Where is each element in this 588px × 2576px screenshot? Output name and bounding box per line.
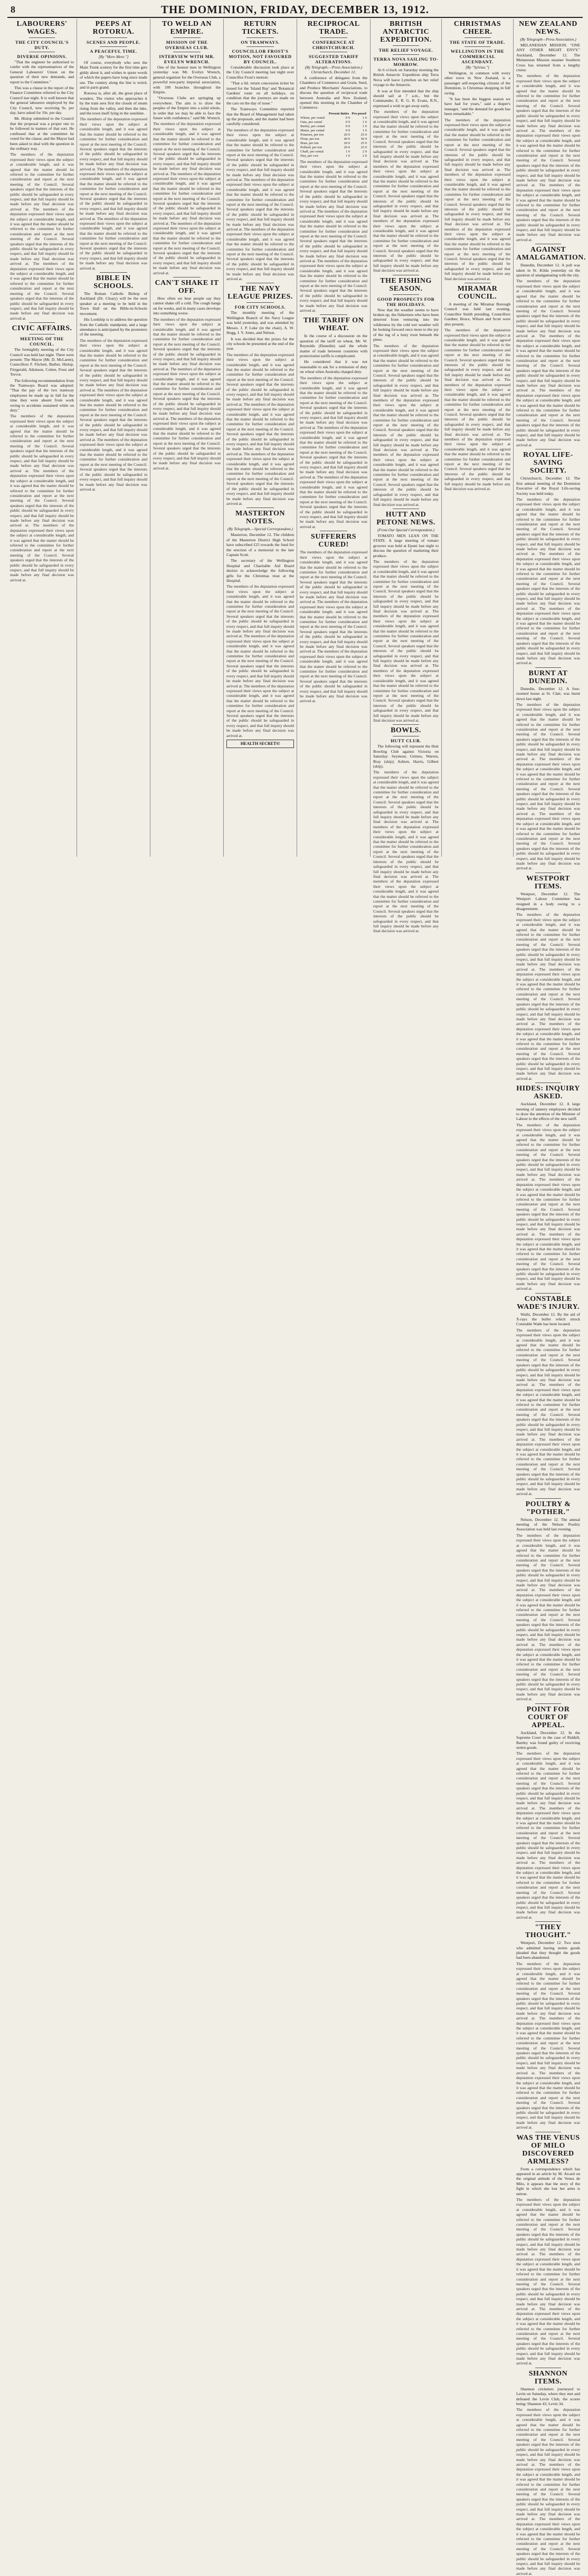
article-paragraph: MELANESIAN MISSION. "ONE ANY OTHER MIGHT ENVY." Auckland, December 12. The Melanesian Mission steamer Southern Cross has returned from a lengthy cruise.: [516, 43, 580, 73]
table-cell: Wheat, per cental: [300, 116, 325, 120]
article-heading: TO WELD AN EMPIRE.: [162, 20, 212, 36]
divider: [320, 314, 347, 315]
divider: [320, 37, 347, 38]
article-paragraph: Considerable discussion took place at the City Council meeting last night over Councillor Frost's motion:: [226, 65, 294, 80]
article: [80, 20, 147, 271]
article: [373, 509, 439, 723]
article-paragraph: One of the busiest men in Wellington yesterday was Mr. Evelyn Wrench, general organiser for the Overseas Club, a powerful non-party imperial association, with 100 branches throughout the Empire.: [153, 65, 221, 95]
article: [226, 507, 294, 738]
article-paragraph: A conference of delegates from the Chambers of Commerce and Grain, Seed, and Produce Merchants' Associations, to discuss the question of reciprocal trade between Australia and New Zealand, opened this morning in the Chamber of Commerce.: [300, 75, 367, 110]
article-subheading: SCENES AND PEOPLE.: [86, 40, 141, 45]
article-heading: CONSTABLE WADE'S INJURY.: [517, 1295, 580, 1311]
article: [516, 449, 580, 665]
body-text-filler: The members of the deputation expressed their views upon the subject at considerable length, and it was agreed that the matter should be referred to the committee for further consideration and report at the next meeting of the Council. Several speakers urged that the interests of the public should be safeguarded in every respect, and that full inquiry should be made before any final decision was arrived at. The members of the deputation expressed their views upon the subject at considerable length, and it was agreed that the matter should be referred to the committee for further consideration and report at the next meeting of the Council. Several speakers urged that the interests of the public should be safeguarded in every respect, and that full inquiry should be made before any final decision was arrived at. The members of the deputation expressed their views upon the subject at considerable length, and it was agreed that the matter should be referred to the committee for further consideration and report at the next meeting of the Council. Several speakers urged that the interests of the public should be safeguarded in every respect, and that full inquiry should be made before any final decision was arrived at.: [516, 1122, 580, 1291]
article-subheading: THE CITY COUNCIL'S DUTY.: [15, 40, 69, 50]
column-3: [150, 19, 224, 857]
body-text-filler: The members of the deputation expressed their views upon the subject at considerable length, and it was agreed that the matter should be referred to the committee for further consideration and report at the next meeting of the Council. Several speakers urged that the interests of the public should be safeguarded in every respect, and that full inquiry should be made before any final decision was arrived at. The members of the deputation expressed their views upon the subject at considerable length, and it was agreed that the matter should be referred to the committee for further consideration and report at the next meeting of the Council. Several speakers urged that the interests of the public should be safeguarded in every respect, and that full inquiry should be made before any final decision was arrived at. The members of the deputation expressed their views upon the subject at considerable length, and it was agreed that the matter should be referred to the committee for further consideration and report at the next meeting of the Council. Several speakers urged that the interests of the public should be safeguarded in every respect, and that full inquiry should be made before any final decision was arrived at.: [516, 279, 580, 447]
table-cell: 0 9: [345, 128, 350, 132]
article: [153, 277, 221, 471]
article-subheading: FOR CITY SCHOOLS.: [234, 304, 286, 310]
article-paragraph: Now that the weather seems to have broken up, the fishermen who have been deterred from venturing into the wilderness by the cold wet weather will be looking forward once more to the joy of the tug of a lusty trout beneath the pines.: [373, 307, 439, 342]
article-paragraph: He considered that it was not reasonable to ask for a remission of duty on wheat when Australia charged duty.: [300, 359, 367, 375]
body-text-filler: The members of the deputation expressed their views upon the subject at considerable length, and it was agreed that the matter should be referred to the committee for further consideration and report at the next meeting of the Council. Several speakers urged that the interests of the public should be safeguarded in every respect, and that full inquiry should be made before any final decision was arrived at. The members of the deputation expressed their views upon the subject at considerable length, and it was agreed that the matter should be referred to the committee for further consideration and report at the next meeting of the Council. Several speakers urged that the interests of the public should be safeguarded in every respect, and that full inquiry should be made before any final decision was arrived at. The members of the deputation expressed their views upon the subject at considerable length, and it was agreed that the matter should be referred to the committee for further consideration and report at the next meeting of the Council. Several speakers urged that the interests of the public should be safeguarded in every respect, and that full inquiry should be made before any final decision was arrived at.: [80, 338, 147, 492]
article: [300, 20, 367, 313]
table-header: Pro-posed: [352, 111, 366, 116]
article-heading: CHRISTMAS CHEER.: [453, 20, 501, 36]
table-cell: 25 0: [361, 145, 367, 149]
article-subheading: ON TRAMWAYS.: [241, 40, 280, 45]
divider: [246, 37, 273, 38]
table-row: [300, 129, 367, 133]
article: [10, 322, 74, 582]
article-heading: ROYAL LIFE-SAVING SOCIETY.: [523, 451, 573, 475]
article-paragraph: Rotorua is, after all, the great place of wonders. The visitor who approaches it by the train sees first the clouds of steam rising from the valley, and then the lake, and the town itself lying in the sunshine.: [80, 91, 147, 116]
article-heading: BIBLE IN SCHOOLS.: [93, 274, 134, 291]
article-heading: BOWLS.: [391, 726, 421, 735]
table-row: [300, 120, 367, 125]
article-paragraph: Wellington, in common with every other town in New Zealand, is a passenger self-respecting citizens of the Dominion, is Christmas shopping in full swing.: [444, 71, 510, 95]
table-row: [300, 154, 367, 158]
article-subheading: SUGGESTED TARIFF ALTERATIONS.: [308, 54, 359, 64]
column-4: [224, 19, 297, 857]
table-cell: Chaff, per cental: [300, 149, 324, 154]
article-heading: LABOURERS' WAGES.: [16, 20, 68, 36]
table-cell: 1 6: [362, 120, 367, 124]
article-paragraph: Masterton, December 12. The children of the Masterton District High School have subscribed £25 towards the fund for the erection of a memorial to the late Captain Scott.: [226, 532, 294, 557]
article-paragraph: Westport, December 12. Two men who admitted having stolen goods pleaded that they thought the goods had been abandoned.: [516, 1940, 580, 1960]
body-text-filler: The members of the deputation expressed their views upon the subject at considerable length, and it was agreed that the matter should be referred to the committee for further consideration and report at the next meeting of the Council. Several speakers urged that the interests of the public should be safeguarded in every respect, and that full inquiry should be made before any final decision was arrived at. The members of the deputation expressed their views upon the subject at considerable length, and it was agreed that the matter should be referred to the committee for further consideration and report at the next meeting of the Council. Several speakers urged that the interests of the public should be safeguarded in every respect, and that full inquiry should be made before any final decision was arrived at. The members of the deputation expressed their views upon the subject at considerable length, and it was agreed that the matter should be referred to the committee for further consideration and report at the next meeting of the Council. Several speakers urged that the interests of the public should be safeguarded in every respect, and that full inquiry should be made before any final decision was arrived at.: [300, 550, 367, 704]
article-subheading: GOOD PROSPECTS FOR THE HOLIDAYS.: [377, 296, 435, 307]
table-cell: 1 6: [362, 124, 367, 128]
article-subheading: INTERVIEW WITH MR. EVELYN WRENCH.: [159, 54, 215, 64]
table-row: [300, 141, 367, 146]
body-text-filler: The members of the deputation expressed their views upon the subject at considerable length, and it was agreed that the matter should be referred to the committee for further consideration and report at the next meeting of the Council. Several speakers urged that the interests of the public should be safeguarded in every respect, and that full inquiry should be made before any final decision was arrived at. The members of the deputation expressed their views upon the subject at considerable length, and it was agreed that the matter should be referred to the committee for further consideration and report at the next meeting of the Council. Several speakers urged that the interests of the public should be safeguarded in every respect, and that full inquiry should be made before any final decision was arrived at. The members of the deputation expressed their views upon the subject at considerable length, and it was agreed that the matter should be referred to the committee for further consideration and report at the next meeting of the Council. Several speakers urged that the interests of the public should be safeguarded in every respect, and that full inquiry should be made before any final decision was arrived at.: [10, 414, 74, 582]
column-7: [442, 19, 514, 857]
body-text-filler: The members of the deputation expressed their views upon the subject at considerable length, and it was agreed that the matter should be referred to the committee for further consideration and report at the next meeting of the Council. Several speakers urged that the interests of the public should be safeguarded in every respect, and that full inquiry should be made before any final decision was arrived at. The members of the deputation expressed their views upon the subject at considerable length, and it was agreed that the matter should be referred to the committee for further consideration and report at the next meeting of the Council. Several speakers urged that the interests of the public should be safeguarded in every respect, and that full inquiry should be made before any final decision was arrived at. The members of the deputation expressed their views upon the subject at considerable length, and it was agreed that the matter should be referred to the committee for further consideration and report at the next meeting of the Council. Several speakers urged that the interests of the public should be safeguarded in every respect, and that full inquiry should be made before any final decision was arrived at.: [226, 127, 294, 282]
table-row: [300, 150, 367, 154]
divider: [246, 507, 273, 508]
body-text-filler: The members of the deputation expressed their views upon the subject at considerable length, and it was agreed that the matter should be referred to the committee for further consideration and report at the next meeting of the Council. Several speakers urged that the interests of the public should be safeguarded in every respect, and that full inquiry should be made before any final decision was arrived at. The members of the deputation expressed their views upon the subject at considerable length, and it was agreed that the matter should be referred to the committee for further consideration and report at the next meeting of the Council. Several speakers urged that the interests of the public should be safeguarded in every respect, and that full inquiry should be made before any final decision was arrived at. The members of the deputation expressed their views upon the subject at considerable length, and it was agreed that the matter should be referred to the committee for further consideration and report at the next meeting of the Council. Several speakers urged that the interests of the public should be safeguarded in every respect, and that full inquiry should be made before any final decision was arrived at.: [373, 770, 439, 934]
table-cell: Bran, per ton: [300, 141, 319, 145]
article: [516, 2368, 580, 2576]
article: [10, 20, 74, 321]
divider: [393, 724, 419, 725]
body-text-filler: The members of the deputation expressed their views upon the subject at considerable length, and it was agreed that the matter should be referred to the committee for further consideration and report at the next meeting of the Council. Several speakers urged that the interests of the public should be safeguarded in every respect, and that full inquiry should be made before any final decision was arrived at. The members of the deputation expressed their views upon the subject at considerable length, and it was agreed that the matter should be referred to the committee for further consideration and report at the next meeting of the Council. Several speakers urged that the interests of the public should be safeguarded in every respect, and that full inquiry should be made before any final decision was arrived at. The members of the deputation expressed their views upon the subject at considerable length, and it was agreed that the matter should be referred to the committee for further consideration and report at the next meeting of the Council. Several speakers urged that the interests of the public should be safeguarded in every respect, and that full inquiry should be made before any final decision was arrived at.: [80, 117, 147, 271]
article-subheading: COUNCILLOR FROST'S MOTION, NOT FAVOURED BY COUNCIL.: [229, 49, 292, 64]
article-heading: "THEY THOUGHT.": [525, 1923, 572, 1940]
article-heading: HIDES: INQUIRY ASKED.: [516, 1085, 580, 1101]
body-text-filler: The members of the deputation expressed their views upon the subject at considerable length, and it was agreed that the matter should be referred to the committee for further consideration and report at the next meeting of the Council. Several speakers urged that the interests of the public should be safeguarded in every respect, and that full inquiry should be made before any final decision was arrived at. The members of the deputation expressed their views upon the subject at considerable length, and it was agreed that the matter should be referred to the committee for further consideration and report at the next meeting of the Council. Several speakers urged that the interests of the public should be safeguarded in every respect, and that full inquiry should be made before any final decision was arrived at. The members of the deputation expressed their views upon the subject at considerable length, and it was agreed that the matter should be referred to the committee for further consideration and report at the next meeting of the Council. Several speakers urged that the interests of the public should be safeguarded in every respect, and that full inquiry should be made before any final decision was arrived at.: [516, 1751, 580, 1920]
table-cell: 2 0: [362, 149, 367, 154]
article: [516, 1703, 580, 1920]
article-heading: POINT FOR COURT OF APPEAL.: [526, 1705, 570, 1729]
body-text-filler: The members of the deputation expressed their views upon the subject at considerable length, and it was agreed that the matter should be referred to the committee for further consideration and report at the next meeting of the Council. Several speakers urged that the interests of the public should be safeguarded in every respect, and that full inquiry should be made before any final decision was arrived at. The members of the deputation expressed their views upon the subject at considerable length, and it was agreed that the matter should be referred to the committee for further consideration and report at the next meeting of the Council. Several speakers urged that the interests of the public should be safeguarded in every respect, and that full inquiry should be made before any final decision was arrived at. The members of the deputation expressed their views upon the subject at considerable length, and it was agreed that the matter should be referred to the committee for further consideration and report at the next meeting of the Council. Several speakers urged that the interests of the public should be safeguarded in every respect, and that full inquiry should be made before any final decision was arrived at.: [300, 159, 367, 313]
article-subheading: DIVERSE OPINIONS.: [17, 54, 67, 59]
article-paragraph: "Overseas Clubs are springing up everywhere. The aim is to draw the peoples of the Empire into a solid whole, in order that we may be able to face the future with confidence," said Mr. Wrench.: [153, 95, 221, 121]
article-heading: NEW ZEALAND NEWS.: [519, 20, 577, 36]
article-paragraph: His Lordship is to address the question from the Catholic standpoint, and a large attendance is anticipated by the promoters of the meeting.: [80, 317, 147, 337]
article-heading: MIRAMAR COUNCIL.: [457, 285, 498, 301]
article: [226, 20, 294, 281]
divider: [100, 46, 127, 47]
article: [373, 724, 439, 933]
article-heading: THE NAVY LEAGUE PRIZES.: [227, 285, 293, 301]
table-row: [300, 137, 367, 141]
article: [373, 275, 439, 507]
table-cell: 0 9: [345, 124, 350, 128]
article-paragraph: "That a 6d. return concession ticket be issued for the 'Island Bay' and 'Botanical Gardens' route on all holidays, on condition that the journeys are made on the cars on the day of issue.": [226, 81, 294, 106]
article-paragraph: The fortnightly meeting of the City Council was held last night. There were present: The Mayor (Mr. D. McLaren), Councillors F. Fitchett, Barber, Hislop, Fitzgerald, Atkinson, Cohen, Frost and Trevor.: [10, 347, 74, 377]
article-paragraph: The Roman Catholic Bishop of Auckland (Dr. Cleary) will be the next speaker at a meeting to be held in the Town Hall on the Bible-in-Schools movement.: [80, 291, 147, 316]
byline: [By "Mere Mere."]: [98, 54, 129, 59]
article-paragraph: In the course of a discussion on the question of the tariff on wheat, Mr. W. Reynolds (Dunedin) said the whole matter of trade between countries with protectionist tariffs is complicated.: [300, 333, 367, 359]
article: [516, 1293, 580, 1497]
body-text-filler: The members of the deputation expressed their views upon the subject at considerable length, and it was agreed that the matter should be referred to the committee for further consideration and report at the next meeting of the Council. Several speakers urged that the interests of the public should be safeguarded in every respect, and that full inquiry should be made before any final decision was arrived at. The members of the deputation expressed their views upon the subject at considerable length, and it was agreed that the matter should be referred to the committee for further consideration and report at the next meeting of the Council. Several speakers urged that the interests of the public should be safeguarded in every respect, and that full inquiry should be made before any final decision was arrived at. The members of the deputation expressed their views upon the subject at considerable length, and it was agreed that the matter should be referred to the committee for further consideration and report at the next meeting of the Council. Several speakers urged that the interests of the public should be safeguarded in every respect, and that full inquiry should be made before any final decision was arrived at.: [153, 317, 221, 471]
article-subheading: CONFERENCE AT CHRISTCHURCH.: [312, 40, 355, 50]
article-heading: RETURN TICKETS.: [242, 20, 279, 36]
article-subheading: WELLINGTON IN THE COMMERCIAL ASCENDANT.: [450, 49, 505, 64]
article-subheading: TERRA NOVA SAILING TO-MORROW.: [373, 56, 439, 67]
byline: (From Our Special Correspondent.): [377, 527, 434, 532]
article-heading: THE FISHING SEASON.: [380, 276, 432, 293]
article-paragraph: The Tramways Committee reported that the Board of Management had taken up the proposals, and the matter had been carefully considered.: [226, 107, 294, 127]
article-paragraph: It was decided that the prizes for the city schools be presented at the end of the year.: [226, 336, 294, 351]
article-paragraph: TOMATO MEN LEAN ON THE STATE. A large meeting of tomato growers was held at Epuni last night to discuss the question of marketing their produce.: [373, 533, 439, 558]
article-paragraph: At 6 o'clock on Saturday morning the British Antarctic Expedition ship Terra Nova will leave Lyttelton on her relief voyage to the Antarctic.: [373, 68, 439, 88]
article-heading: AGAINST AMALGAMATION.: [516, 246, 586, 262]
table-cell: Potatoes, per ton: [300, 132, 324, 137]
divider: [246, 302, 273, 303]
table-header: Present duties: [328, 111, 349, 116]
article: [300, 314, 367, 529]
body-text-filler: The members of the deputation expressed their views upon the subject at considerable length, and it was agreed that the matter should be referred to the committee for further consideration and report at the next meeting of the Council. Several speakers urged that the interests of the public should be safeguarded in every respect, and that full inquiry should be made before any final decision was arrived at. The members of the deputation expressed their views upon the subject at considerable length, and it was agreed that the matter should be referred to the committee for further consideration and report at the next meeting of the Council. Several speakers urged that the interests of the public should be safeguarded in every respect, and that full inquiry should be made before any final decision was arrived at. The members of the deputation expressed their views upon the subject at considerable length, and it was agreed that the matter should be referred to the committee for further consideration and report at the next meeting of the Council. Several speakers urged that the interests of the public should be safeguarded in every respect, and that full inquiry should be made before any final decision was arrived at.: [516, 73, 580, 242]
table-cell: 25 0: [361, 141, 367, 145]
table-cell: Maize, per cental: [300, 128, 325, 132]
article-paragraph: A meeting of the Miramar Borough Council was held last evening. Councillor Smith presiding. Councillors Gardner, Bruce, Wilson and Scott were also present.: [444, 302, 510, 327]
article-subheading: A PEACEFUL TIME.: [90, 49, 137, 54]
table-cell: 2 0: [362, 154, 367, 158]
article-subheading: THE STATE OF TRADE.: [449, 40, 506, 45]
article-heading: HUTT AND PETONE NEWS.: [376, 510, 435, 526]
divider: [246, 46, 273, 47]
divider: [29, 322, 54, 323]
article-heading: CAN'T SHAKE IT OFF.: [155, 279, 219, 295]
divider: [100, 37, 127, 38]
table-cell: 20 0: [344, 132, 350, 137]
table-cell: 20 0: [344, 145, 350, 149]
page-number: 8: [11, 4, 15, 15]
article-paragraph: Of course, everybody who sees the Main Trunk scenery for the first time gets giddy about it, and wishes to quote words of which the papers have long since made use. The country along the line is weird, and in parts grand.: [80, 60, 147, 90]
article-paragraph: This was a clause in the report of the Finance Committee referred to the City Council last night. It is well known that the general labourers employed by the City Council, now receiving 9s. per day, have asked for 10s. per day.: [10, 85, 74, 116]
article-paragraph: The following recommendation from the Tramways Board was adopted: "That the pay of the two tramway employees be made up in full for the time they were absent from work owing to accidents sustained while on duty.": [10, 378, 74, 413]
table-cell: Barley, per cental: [300, 124, 325, 128]
article-paragraph: Westport, December 12. The Westport Labour Committee has resigned in a body owing to a disagreement.: [516, 891, 580, 911]
article-subheading: THE RELIEF VOYAGE.: [378, 47, 433, 53]
article: [373, 20, 439, 273]
article-paragraph: From a correspondence which has appeared in an article by M. Aicard on the original attitude of the Venus de Milo, it appears that the story of the fight in which she lost her arms is untrue.: [516, 2166, 580, 2196]
newspaper-title: THE DOMINION, FRIDAY, DECEMBER 13, 1912.: [160, 3, 430, 16]
article-paragraph: Dunedin, December 12. A poll was taken in St. Kilda yesterday on the question of amalgamating with the city.: [516, 263, 580, 278]
article-paragraph: Auckland, December 12. In the Supreme Court in the case of Riddell, Bartley was found guilty of receiving stolen goods.: [516, 1730, 580, 1750]
article-paragraph: Dunedin, December 12. A four-roomed house at St. Clair, was burnt down last night.: [516, 686, 580, 701]
article: [300, 531, 367, 704]
body-text-filler: The members of the deputation expressed their views upon the subject at considerable length, and it was agreed that the matter should be referred to the committee for further consideration and report at the next meeting of the Council. Several speakers urged that the interests of the public should be safeguarded in every respect, and that full inquiry should be made before any final decision was arrived at. The members of the deputation expressed their views upon the subject at considerable length, and it was agreed that the matter should be referred to the committee for further consideration and report at the next meeting of the Council. Several speakers urged that the interests of the public should be safeguarded in every respect, and that full inquiry should be made before any final decision was arrived at. The members of the deputation expressed their views upon the subject at considerable length, and it was agreed that the matter should be referred to the committee for further consideration and report at the next meeting of the Council. Several speakers urged that the interests of the public should be safeguarded in every respect, and that full inquiry should be made before any final decision was arrived at.: [516, 1961, 580, 2130]
byline: (By Telegraph.—Press Association.) Christchurch, December 12.: [305, 65, 363, 74]
article: [516, 1083, 580, 1291]
article-subheading: MISSION OF THE OVERSEAS CLUB.: [165, 40, 209, 50]
article-paragraph: The following will represent the Hutt Bowling Club against Victoria on Saturday: Seymour, Grimes, Warren, Bray (skip); Ashton, Harris, Gilbert (skip).: [373, 744, 439, 769]
body-text-filler: The members of the deputation expressed their views upon the subject at considerable length, and it was agreed that the matter should be referred to the committee for further consideration and report at the next meeting of the Council. Several speakers urged that the interests of the public should be safeguarded in every respect, and that full inquiry should be made before any final decision was arrived at. The members of the deputation expressed their views upon the subject at considerable length, and it was agreed that the matter should be referred to the committee for further consideration and report at the next meeting of the Council. Several speakers urged that the interests of the public should be safeguarded in every respect, and that full inquiry should be made before any final decision was arrived at. The members of the deputation expressed their views upon the subject at considerable length, and it was agreed that the matter should be referred to the committee for further consideration and report at the next meeting of the Council. Several speakers urged that the interests of the public should be safeguarded in every respect, and that full inquiry should be made before any final decision was arrived at.: [373, 343, 439, 507]
article-heading: CIVIC AFFAIRS.: [12, 324, 72, 333]
body-text-filler: The members of the deputation expressed their views upon the subject at considerable length, and it was agreed that the matter should be referred to the committee for further consideration and report at the next meeting of the Council. Several speakers urged that the interests of the public should be safeguarded in every respect, and that full inquiry should be made before any final decision was arrived at. The members of the deputation expressed their views upon the subject at considerable length, and it was agreed that the matter should be referred to the committee for further consideration and report at the next meeting of the Council. Several speakers urged that the interests of the public should be safeguarded in every respect, and that full inquiry should be made before any final decision was arrived at. The members of the deputation expressed their views upon the subject at considerable length, and it was agreed that the matter should be referred to the committee for further consideration and report at the next meeting of the Council. Several speakers urged that the interests of the public should be safeguarded in every respect, and that full inquiry should be made before any final decision was arrived at.: [226, 584, 294, 738]
article-heading: MASTERTON NOTES.: [235, 510, 285, 526]
table-cell: 1 0: [345, 154, 350, 158]
body-text-filler: The members of the deputation expressed their views upon the subject at considerable length, and it was agreed that the matter should be referred to the committee for further consideration and report at the next meeting of the Council. Several speakers urged that the interests of the public should be safeguarded in every respect, and that full inquiry should be made before any final decision was arrived at. The members of the deputation expressed their views upon the subject at considerable length, and it was agreed that the matter should be referred to the committee for further consideration and report at the next meeting of the Council. Several speakers urged that the interests of the public should be safeguarded in every respect, and that full inquiry should be made before any final decision was arrived at. The members of the deputation expressed their views upon the subject at considerable length, and it was agreed that the matter should be referred to the committee for further consideration and report at the next meeting of the Council. Several speakers urged that the interests of the public should be safeguarded in every respect, and that full inquiry should be made before any final decision was arrived at.: [373, 109, 439, 273]
body-text-filler: The members of the deputation expressed their views upon the subject at considerable length, and it was agreed that the matter should be referred to the committee for further consideration and report at the next meeting of the Council. Several speakers urged that the interests of the public should be safeguarded in every respect, and that full inquiry should be made before any final decision was arrived at. The members of the deputation expressed their views upon the subject at considerable length, and it was agreed that the matter should be referred to the committee for further consideration and report at the next meeting of the Council. Several speakers urged that the interests of the public should be safeguarded in every respect, and that full inquiry should be made before any final decision was arrived at. The members of the deputation expressed their views upon the subject at considerable length, and it was agreed that the matter should be referred to the committee for further consideration and report at the next meeting of the Council. Several speakers urged that the interests of the public should be safeguarded in every respect, and that full inquiry should be made before any final decision was arrived at.: [516, 702, 580, 871]
tariff-table: [300, 111, 367, 158]
body-text-filler: The members of the deputation expressed their views upon the subject at considerable length, and it was agreed that the matter should be referred to the committee for further consideration and report at the next meeting of the Council. Several speakers urged that the interests of the public should be safeguarded in every respect, and that full inquiry should be made before any final decision was arrived at. The members of the deputation expressed their views upon the subject at considerable length, and it was agreed that the matter should be referred to the committee for further consideration and report at the next meeting of the Council. Several speakers urged that the interests of the public should be safeguarded in every respect, and that full inquiry should be made before any final decision was arrived at. The members of the deputation expressed their views upon the subject at considerable length, and it was agreed that the matter should be referred to the committee for further consideration and report at the next meeting of the Council. Several speakers urged that the interests of the public should be safeguarded in every respect, and that full inquiry should be made before any final decision was arrived at.: [444, 117, 510, 281]
article-heading: PEEPS AT ROTORUA.: [92, 20, 135, 36]
table-cell: 1 6: [362, 116, 367, 120]
table-cell: 50 0: [361, 137, 367, 141]
article: [516, 244, 586, 447]
column-6: [371, 19, 442, 934]
body-text-filler: The members of the deputation expressed their views upon the subject at considerable length, and it was agreed that the matter should be referred to the committee for further consideration and report at the next meeting of the Council. Several speakers urged that the interests of the public should be safeguarded in every respect, and that full inquiry should be made before any final decision was arrived at. The members of the deputation expressed their views upon the subject at considerable length, and it was agreed that the matter should be referred to the committee for further consideration and report at the next meeting of the Council. Several speakers urged that the interests of the public should be safeguarded in every respect, and that full inquiry should be made before any final decision was arrived at. The members of the deputation expressed their views upon the subject at considerable length, and it was agreed that the matter should be referred to the committee for further consideration and report at the next meeting of the Council. Several speakers urged that the interests of the public should be safeguarded in every respect, and that full inquiry should be made before any final decision was arrived at.: [153, 121, 221, 275]
article-heading: POULTRY & "POTHER.": [525, 1500, 571, 1516]
article: [516, 873, 580, 1081]
article: [516, 667, 580, 871]
article-heading: SUFFERERS CURED!: [310, 533, 357, 549]
article-paragraph: How often we hear people say they cannot shake off a cold. The cough hangs on for weeks, and in many cases develops into something worse.: [153, 296, 221, 316]
body-text-filler: The members of the deputation expressed their views upon the subject at considerable length, and it was agreed that the matter should be referred to the committee for further consideration and report at the next meeting of the Council. Several speakers urged that the interests of the public should be safeguarded in every respect, and that full inquiry should be made before any final decision was arrived at. The members of the deputation expressed their views upon the subject at considerable length, and it was agreed that the matter should be referred to the committee for further consideration and report at the next meeting of the Council. Several speakers urged that the interests of the public should be safeguarded in every respect, and that full inquiry should be made before any final decision was arrived at. The members of the deputation expressed their views upon the subject at considerable length, and it was agreed that the matter should be referred to the committee for further consideration and report at the next meeting of the Council. Several speakers urged that the interests of the public should be safeguarded in every respect, and that full inquiry should be made before any final decision was arrived at.: [516, 496, 580, 666]
table-cell: Pollard, per ton: [300, 145, 322, 149]
divider: [393, 294, 419, 295]
article-heading: WAS THE VENUS OF MILO DISCOVERED ARMLESS?: [516, 2133, 580, 2166]
body-text-filler: The members of the deputation expressed their views upon the subject at considerable length, and it was agreed that the matter should be referred to the committee for further consideration and report at the next meeting of the Council. Several speakers urged that the interests of the public should be safeguarded in every respect, and that full inquiry should be made before any final decision was arrived at. The members of the deputation expressed their views upon the subject at considerable length, and it was agreed that the matter should be referred to the committee for further consideration and report at the next meeting of the Council. Several speakers urged that the interests of the public should be safeguarded in every respect, and that full inquiry should be made before any final decision was arrived at. The members of the deputation expressed their views upon the subject at considerable length, and it was agreed that the matter should be referred to the committee for further consideration and report at the next meeting of the Council. Several speakers urged that the interests of the public should be safeguarded in every respect, and that full inquiry should be made before any final decision was arrived at.: [226, 352, 294, 506]
table-cell: 0 9: [345, 116, 350, 120]
divider: [393, 54, 419, 55]
article: [153, 20, 221, 275]
divider: [535, 1921, 561, 1922]
table-row: [300, 146, 367, 150]
table-cell: 20 0: [344, 141, 350, 145]
table-cell: Hay, per cwt.: [300, 154, 319, 158]
divider: [535, 1293, 561, 1294]
table-cell: 40 0: [344, 137, 350, 141]
body-text-filler: The members of the deputation expressed their views upon the subject at considerable length, and it was agreed that the matter should be referred to the committee for further consideration and report at the next meeting of the Council. Several speakers urged that the interests of the public should be safeguarded in every respect, and that full inquiry should be made before any final decision was arrived at. The members of the deputation expressed their views upon the subject at considerable length, and it was agreed that the matter should be referred to the committee for further consideration and report at the next meeting of the Council. Several speakers urged that the interests of the public should be safeguarded in every respect, and that full inquiry should be made before any final decision was arrived at. The members of the deputation expressed their views upon the subject at considerable length, and it was agreed that the matter should be referred to the committee for further consideration and report at the next meeting of the Council. Several speakers urged that the interests of the public should be safeguarded in every respect, and that full inquiry should be made before any final decision was arrived at.: [516, 912, 580, 1081]
column-5: [297, 19, 371, 857]
byline: (By Telegraph.—Special Correspondent.): [227, 526, 293, 532]
body-text-filler: The members of the deputation expressed their views upon the subject at considerable length, and it was agreed that the matter should be referred to the committee for further consideration and report at the next meeting of the Council. Several speakers urged that the interests of the public should be safeguarded in every respect, and that full inquiry should be made before any final decision was arrived at. The members of the deputation expressed their views upon the subject at considerable length, and it was agreed that the matter should be referred to the committee for further consideration and report at the next meeting of the Council. Several speakers urged that the interests of the public should be safeguarded in every respect, and that full inquiry should be made before any final decision was arrived at. The members of the deputation expressed their views upon the subject at considerable length, and it was agreed that the matter should be referred to the committee for further consideration and report at the next meeting of the Council. Several speakers urged that the interests of the public should be safeguarded in every respect, and that full inquiry should be made before any final decision was arrived at.: [516, 2197, 580, 2366]
article: [226, 283, 294, 506]
table-row: [300, 125, 367, 129]
body-text-filler: The members of the deputation expressed their views upon the subject at considerable length, and it was agreed that the matter should be referred to the committee for further consideration and report at the next meeting of the Council. Several speakers urged that the interests of the public should be safeguarded in every respect, and that full inquiry should be made before any final decision was arrived at. The members of the deputation expressed their views upon the subject at considerable length, and it was agreed that the matter should be referred to the committee for further consideration and report at the next meeting of the Council. Several speakers urged that the interests of the public should be safeguarded in every respect, and that full inquiry should be made before any final decision was arrived at. The members of the deputation expressed their views upon the subject at considerable length, and it was agreed that the matter should be referred to the committee for further consideration and report at the next meeting of the Council. Several speakers urged that the interests of the public should be safeguarded in every respect, and that full inquiry should be made before any final decision was arrived at.: [10, 152, 74, 321]
article-paragraph: Auckland, December 12. A large meeting of tannery employees decided to draw the attention of the Minister of Labour to the effects of the new tariff.: [516, 1102, 580, 1122]
table-cell: 1 0: [345, 149, 350, 154]
column-1: [7, 19, 77, 857]
article-heading: THE TARIFF ON WHEAT.: [303, 317, 364, 333]
divider: [464, 37, 491, 38]
article: [516, 20, 580, 242]
article-subheading: MEETING OF THE COUNCIL.: [20, 336, 64, 347]
article-heading: BRITISH ANTARCTIC EXPEDITION.: [380, 20, 432, 44]
body-text-filler: The members of the deputation expressed their views upon the subject at considerable length, and it was agreed that the matter should be referred to the committee for further consideration and report at the next meeting of the Council. Several speakers urged that the interests of the public should be safeguarded in every respect, and that full inquiry should be made before any final decision was arrived at. The members of the deputation expressed their views upon the subject at considerable length, and it was agreed that the matter should be referred to the committee for further consideration and report at the next meeting of the Council. Several speakers urged that the interests of the public should be safeguarded in every respect, and that full inquiry should be made before any final decision was arrived at. The members of the deputation expressed their views upon the subject at considerable length, and it was agreed that the matter should be referred to the committee for further consideration and report at the next meeting of the Council. Several speakers urged that the interests of the public should be safeguarded in every respect, and that full inquiry should be made before any final decision was arrived at.: [300, 375, 367, 529]
divider: [464, 46, 491, 47]
article-paragraph: Mr. Hislop submitted to the Council that the proposal was a proper one to be followed in matters of that sort. He confessed that at the committee he voted for the clause, and the Mayor had been asked to deal with the question in the ordinary way.: [10, 116, 74, 151]
body-text-filler: The members of the deputation expressed their views upon the subject at considerable length, and it was agreed that the matter should be referred to the committee for further consideration and report at the next meeting of the Council. Several speakers urged that the interests of the public should be safeguarded in every respect, and that full inquiry should be made before any final decision was arrived at. The members of the deputation expressed their views upon the subject at considerable length, and it was agreed that the matter should be referred to the committee for further consideration and report at the next meeting of the Council. Several speakers urged that the interests of the public should be safeguarded in every respect, and that full inquiry should be made before any final decision was arrived at. The members of the deputation expressed their views upon the subject at considerable length, and it was agreed that the matter should be referred to the committee for further consideration and report at the next meeting of the Council. Several speakers urged that the interests of the public should be safeguarded in every respect, and that full inquiry should be made before any final decision was arrived at.: [444, 328, 510, 492]
divider: [535, 1703, 561, 1704]
divider: [535, 1498, 561, 1499]
article-paragraph: The secretary of the Wellington Hospital and Charitable Aid Board desires to acknowledge the following gifts for the Christmas treat at the Hospital.: [226, 558, 294, 583]
article-paragraph: Christchurch, December 12. The first annual meeting of the Dominion Executive of the Royal Life-saving Society was held today.: [516, 476, 580, 496]
body-text-filler: The members of the deputation expressed their views upon the subject at considerable length, and it was agreed that the matter should be referred to the committee for further consideration and report at the next meeting of the Council. Several speakers urged that the interests of the public should be safeguarded in every respect, and that full inquiry should be made before any final decision was arrived at. The members of the deputation expressed their views upon the subject at considerable length, and it was agreed that the matter should be referred to the committee for further consideration and report at the next meeting of the Council. Several speakers urged that the interests of the public should be safeguarded in every respect, and that full inquiry should be made before any final decision was arrived at. The members of the deputation expressed their views upon the subject at considerable length, and it was agreed that the matter should be referred to the committee for further consideration and report at the next meeting of the Council. Several speakers urged that the interests of the public should be safeguarded in every respect, and that full inquiry should be made before any final decision was arrived at.: [516, 1533, 580, 1702]
body-text-filler: The members of the deputation expressed their views upon the subject at considerable length, and it was agreed that the matter should be referred to the committee for further consideration and report at the next meeting of the Council. Several speakers urged that the interests of the public should be safeguarded in every respect, and that full inquiry should be made before any final decision was arrived at. The members of the deputation expressed their views upon the subject at considerable length, and it was agreed that the matter should be referred to the committee for further consideration and report at the next meeting of the Council. Several speakers urged that the interests of the public should be safeguarded in every respect, and that full inquiry should be made before any final decision was arrived at. The members of the deputation expressed their views upon the subject at considerable length, and it was agreed that the matter should be referred to the committee for further consideration and report at the next meeting of the Council. Several speakers urged that the interests of the public should be safeguarded in every respect, and that full inquiry should be made before any final decision was arrived at.: [516, 2407, 580, 2576]
article: [516, 1921, 580, 2130]
article-paragraph: "It has been the biggest season we have had for years," said a draper's manager, "and the demand for goods has been remarkable.": [444, 97, 510, 117]
body-text-filler: The members of the deputation expressed their views upon the subject at considerable length, and it was agreed that the matter should be referred to the committee for further consideration and report at the next meeting of the Council. Several speakers urged that the interests of the public should be safeguarded in every respect, and that full inquiry should be made before any final decision was arrived at. The members of the deputation expressed their views upon the subject at considerable length, and it was agreed that the matter should be referred to the committee for further consideration and report at the next meeting of the Council. Several speakers urged that the interests of the public should be safeguarded in every respect, and that full inquiry should be made before any final decision was arrived at. The members of the deputation expressed their views upon the subject at considerable length, and it was agreed that the matter should be referred to the committee for further consideration and report at the next meeting of the Council. Several speakers urged that the interests of the public should be safeguarded in every respect, and that full inquiry should be made before any final decision was arrived at.: [516, 1327, 580, 1497]
article-heading: RECIPROCAL TRADE.: [307, 20, 360, 36]
divider: [393, 45, 419, 46]
article-heading: SHANNON ITEMS.: [528, 2369, 568, 2386]
table-row: [300, 133, 367, 137]
article: [80, 272, 147, 492]
divider: [173, 37, 200, 38]
article: [444, 283, 510, 491]
article-heading: BURNT AT DUNEDIN.: [528, 669, 568, 685]
divider: [100, 272, 127, 273]
article: [516, 1498, 580, 1702]
article-paragraph: The monthly meeting of the Wellington Branch of the Navy League was held yesterday, and was attended by Messrs. J. P. Luke (in the chair), A. W. Hogg, J. Y. Jones, and Nelson.: [226, 310, 294, 336]
table-cell: 1 6: [362, 128, 367, 132]
column-8: [514, 19, 586, 2576]
body-text-filler: The members of the deputation expressed their views upon the subject at considerable length, and it was agreed that the matter should be referred to the committee for further consideration and report at the next meeting of the Council. Several speakers urged that the interests of the public should be safeguarded in every respect, and that full inquiry should be made before any final decision was arrived at. The members of the deputation expressed their views upon the subject at considerable length, and it was agreed that the matter should be referred to the committee for further consideration and report at the next meeting of the Council. Several speakers urged that the interests of the public should be safeguarded in every respect, and that full inquiry should be made before any final decision was arrived at. The members of the deputation expressed their views upon the subject at considerable length, and it was agreed that the matter should be referred to the committee for further consideration and report at the next meeting of the Council. Several speakers urged that the interests of the public should be safeguarded in every respect, and that full inquiry should be made before any final decision was arrived at.: [373, 559, 439, 723]
masthead: [7, 3, 583, 18]
article: [516, 2132, 580, 2366]
article: [444, 20, 510, 281]
article-heading: WESTPORT ITEMS.: [526, 874, 570, 890]
advertisement: HEALTH SECRETS!: [226, 740, 294, 748]
article-paragraph: It was at first intended that the ship should sail at 7 a.m., but the Commander, E. R. G. R. Evans, R.N., expressed a wish to get away early.: [373, 88, 439, 108]
article-subheading: HUTT CLUB.: [391, 738, 421, 744]
byline: (By Telegraph—Press Association.): [520, 37, 576, 42]
divider: [535, 667, 561, 668]
table-header: [300, 111, 327, 116]
table-cell: Oats, per cental: [300, 120, 323, 124]
column-2: [77, 19, 150, 857]
table-cell: 0 9: [345, 120, 350, 124]
divider: [29, 37, 54, 38]
table-cell: 25 0: [361, 132, 367, 137]
byline: [By "Sylvius."]: [465, 65, 490, 70]
table-row: [300, 116, 367, 120]
article-paragraph: "That the engineer be authorised to confer with the representatives of the General Labourers' Union on the question of their new demands, and report to the Committee.": [10, 60, 74, 84]
table-cell: Flour, per ton: [300, 137, 319, 141]
article-paragraph: Shannon cricketers journeyed to Levin on Saturday, where they met and defeated the Levin Club, the scores being: Shannon 43; Levin 34.: [516, 2386, 580, 2407]
columns: [7, 19, 586, 2576]
article-paragraph: Nelson, December 12. The annual meeting of the Nelson Poultry Association was held last evening.: [516, 1517, 580, 1532]
article-paragraph: Waihi, December 12. By the aid of X-rays the bullet which struck Constable Wade has been located.: [516, 1311, 580, 1327]
